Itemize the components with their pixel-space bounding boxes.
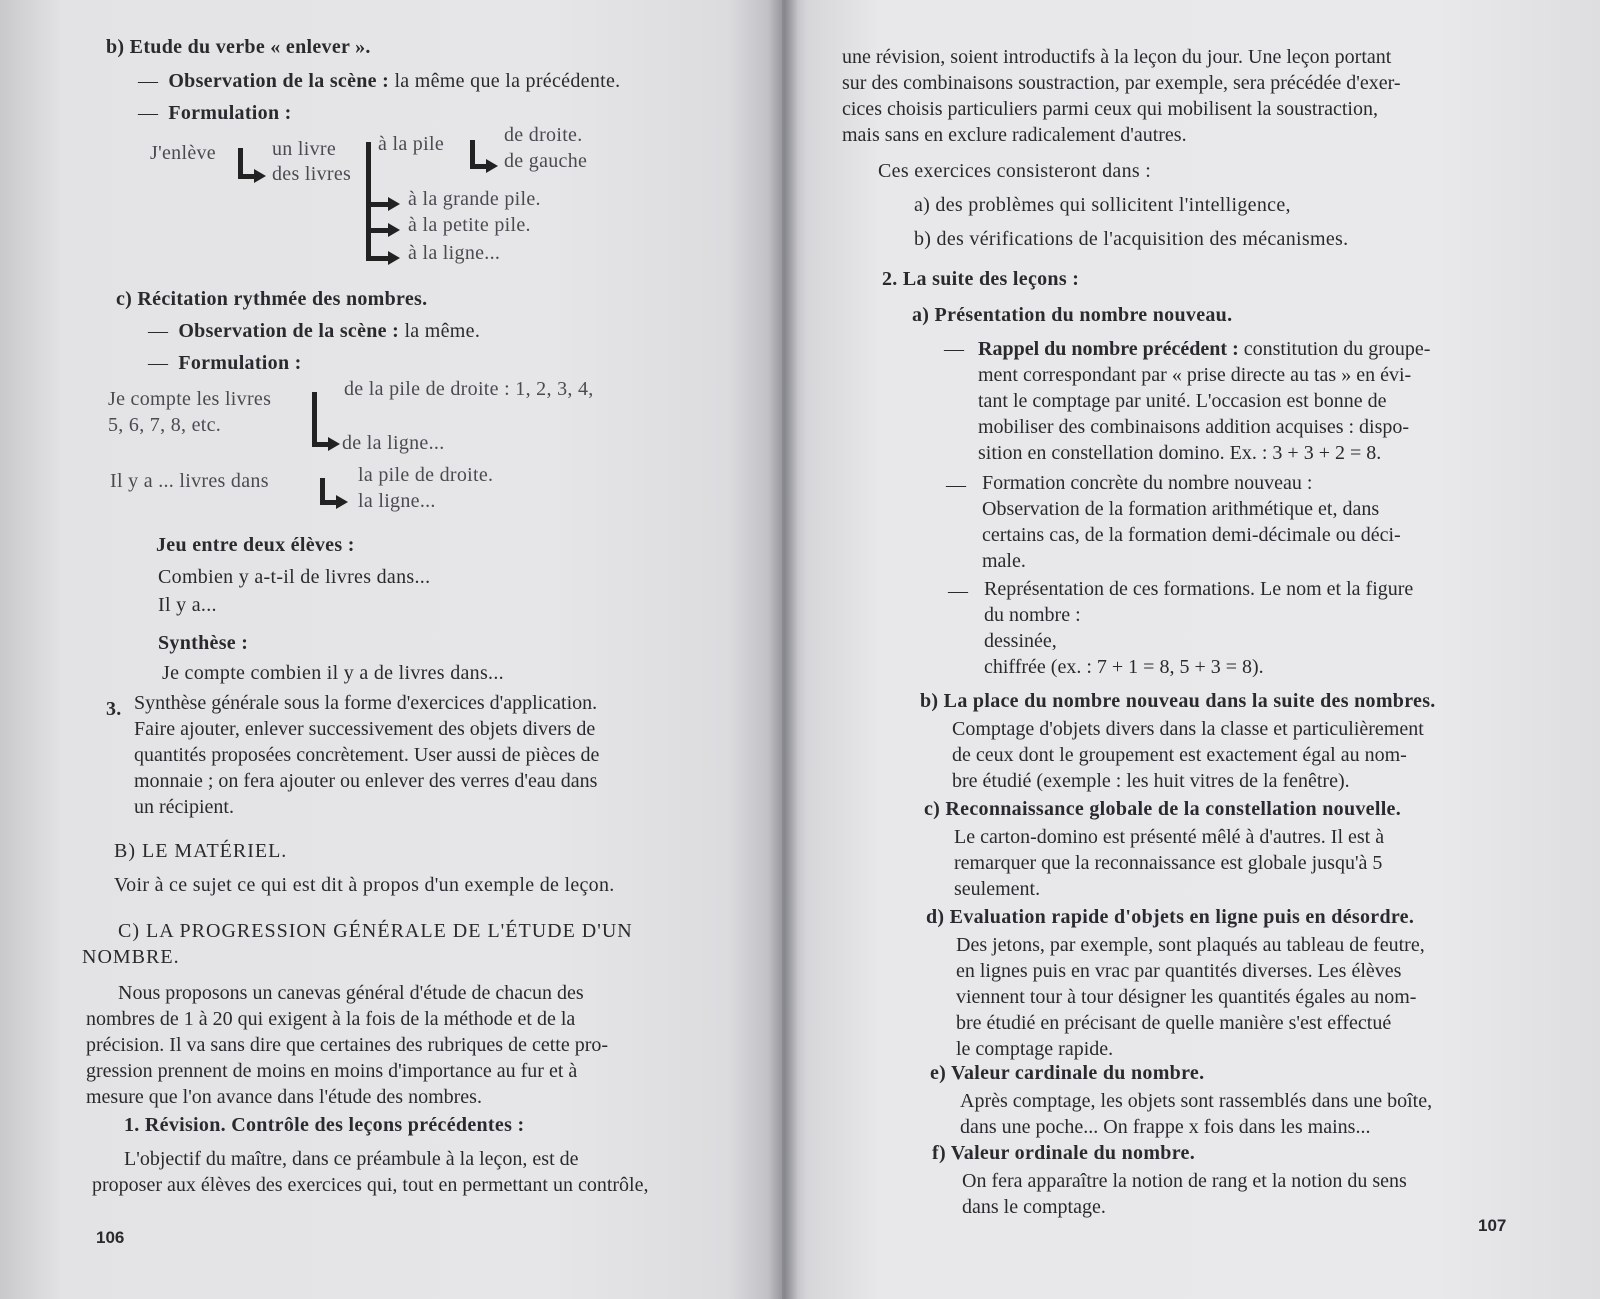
rappel-line: constitution du groupe- <box>1243 338 1431 360</box>
representation-line: dessinée, <box>984 630 1057 652</box>
b-place-line: de ceux dont le groupement est exactement égal au nom- <box>952 744 1407 766</box>
diag1-arrow-side <box>470 164 488 169</box>
c-obs-label: Observation de la scène : <box>178 320 400 342</box>
d-eval-line: le comptage rapide. <box>956 1038 1114 1060</box>
p3-paragraph <box>134 690 722 820</box>
exercises-a: a) des problèmes qui sollicitent l'intelligence, <box>914 194 1291 216</box>
page-number-left: 106 <box>96 1228 125 1247</box>
formation-line: Observation de la formation arithmétique et, dans <box>982 498 1380 520</box>
c-recon-paragraph <box>954 824 1499 902</box>
right-page <box>782 0 1600 1299</box>
diag1-arrow-petite <box>366 228 390 233</box>
diag2-opt1: de la pile de droite : 1, 2, 3, 4, <box>344 378 594 400</box>
f-ordinal-heading: f) Valeur ordinale du nombre. <box>932 1142 1195 1164</box>
e-cardinal-line: dans une poche... On frappe x fois dans les mains... <box>960 1116 1371 1138</box>
jeu-label: Jeu entre deux élèves : <box>156 534 355 556</box>
representation-paragraph <box>984 576 1494 680</box>
diag1-subject: J'enlève <box>150 142 216 164</box>
rappel-line: ment correspondant par « prise directe au tas » en évi- <box>978 364 1412 386</box>
e-cardinal-line: Après comptage, les objets sont rassemblés dans une boîte, <box>960 1090 1433 1112</box>
b-obs-text: la même que la précédente. <box>394 70 621 92</box>
representation-line: du nombre : <box>984 604 1081 626</box>
e-cardinal-paragraph <box>960 1088 1505 1140</box>
book-gutter <box>768 0 798 1299</box>
b-place-line: Comptage d'objets divers dans la classe et particulièrement <box>952 718 1424 740</box>
p3-line: monnaie ; on fera ajouter ou enlever des verres d'eau dans <box>134 770 598 792</box>
exercises-intro: Ces exercices consisteront dans : <box>878 160 1152 182</box>
diag1-gauche: de gauche <box>504 150 588 172</box>
diag1-grande: à la grande pile. <box>408 188 541 210</box>
d-eval-line: Des jetons, par exemple, sont plaqués au tableau de feutre, <box>956 934 1425 956</box>
c-observation: — Observation de la scène : la même. <box>148 320 481 342</box>
C-para-line: Nous proposons un canevas général d'étude de chacun des <box>118 982 584 1004</box>
revision-line: proposer aux élèves des exercices qui, tout en permettant un contrôle, <box>92 1174 649 1196</box>
diag3-arrow <box>320 500 338 505</box>
diag1-droite: de droite. <box>504 124 583 146</box>
intro-line: mais sans en exclure radicalement d'autres. <box>842 124 1187 146</box>
b-heading: b) Etude du verbe « enlever ». <box>106 36 371 58</box>
C-para-line: précision. Il va sans dire que certaines des rubriques de cette pro- <box>86 1034 609 1056</box>
rappel-dash: — <box>944 338 965 360</box>
c-obs-text: la même. <box>404 320 481 342</box>
e-cardinal-heading: e) Valeur cardinale du nombre. <box>930 1062 1205 1084</box>
d-eval-line: bre étudié en précisant de quelle manière s'est effectué <box>956 1012 1392 1034</box>
p3-number: 3. <box>106 698 122 720</box>
jeu-line1: Combien y a-t-il de livres dans... <box>158 566 431 588</box>
b-place-paragraph <box>952 716 1497 794</box>
suite-heading: 2. La suite des leçons : <box>882 268 1080 290</box>
a-heading: a) Présentation du nombre nouveau. <box>912 304 1233 326</box>
B-heading: B) LE MATÉRIEL. <box>114 840 288 862</box>
intro-line: cices choisis particuliers parmi ceux qui mobilisent la soustraction, <box>842 98 1378 120</box>
d-eval-heading: d) Evaluation rapide d'objets en ligne puis en désordre. <box>926 906 1415 928</box>
left-page <box>0 0 782 1299</box>
c-recon-line: seulement. <box>954 878 1041 900</box>
C-heading-line1: C) LA PROGRESSION GÉNÉRALE DE L'ÉTUDE D'UN <box>118 920 633 942</box>
intro-paragraph <box>842 44 1482 148</box>
p3-line: un récipient. <box>134 796 234 818</box>
formation-dash: — <box>946 474 967 496</box>
b-place-heading: b) La place du nombre nouveau dans la suite des nombres. <box>920 690 1436 712</box>
c-form-label: Formulation : <box>178 352 302 374</box>
C-para-line: mesure que l'on avance dans l'étude des nombres. <box>86 1086 482 1108</box>
diag2-start2: 5, 6, 7, 8, etc. <box>108 414 222 436</box>
p3-line: Synthèse générale sous la forme d'exercices d'application. <box>134 692 598 714</box>
d-eval-paragraph <box>956 932 1501 1062</box>
formation-line: male. <box>982 550 1026 572</box>
diag2-start1: Je compte les livres <box>108 388 272 410</box>
formation-paragraph <box>982 470 1492 574</box>
diag1-bracket-piles <box>366 142 371 260</box>
f-ordinal-paragraph <box>962 1168 1507 1220</box>
C-para-line: gression prennent de moins en moins d'importance au fur et à <box>86 1060 578 1082</box>
b-formulation: — Formulation : <box>138 102 292 124</box>
C-para-line: nombres de 1 à 20 qui exigent à la fois de la méthode et de la <box>86 1008 576 1030</box>
diag2-opt2: de la ligne... <box>342 432 445 454</box>
representation-line: Représentation de ces formations. Le nom et la figure <box>984 578 1414 600</box>
representation-dash: — <box>948 580 969 602</box>
diag2-arrow <box>312 442 330 447</box>
rappel-paragraph <box>978 336 1488 466</box>
page-number-right: 107 <box>1478 1216 1507 1235</box>
b-form-label: Formulation : <box>168 102 292 124</box>
revision-paragraph <box>92 1146 732 1198</box>
p3-line: quantités proposées concrètement. User aussi de pièces de <box>134 744 600 766</box>
d-eval-line: en lignes puis en vrac par quantités diverses. Les élèves <box>956 960 1402 982</box>
diag3-opt2: la ligne... <box>358 490 436 512</box>
p3-line: Faire ajouter, enlever successivement des objets divers de <box>134 718 596 740</box>
rappel-label: Rappel du nombre précédent : <box>978 338 1239 360</box>
c-recon-heading: c) Reconnaissance globale de la constellation nouvelle. <box>924 798 1402 820</box>
intro-line: une révision, soient introductifs à la leçon du jour. Une leçon portant <box>842 46 1392 68</box>
C-paragraph <box>86 980 726 1110</box>
diag3-start: Il y a ... livres dans <box>110 470 269 492</box>
revision-heading: 1. Révision. Contrôle des leçons précédentes : <box>124 1114 525 1136</box>
c-recon-line: Le carton-domino est présenté mêlé à d'autres. Il est à <box>954 826 1385 848</box>
B-text: Voir à ce sujet ce qui est dit à propos d'un exemple de leçon. <box>114 874 615 896</box>
diag2-bracket <box>312 392 317 446</box>
diag1-pile: à la pile <box>378 133 445 155</box>
exercises-b: b) des vérifications de l'acquisition des mécanismes. <box>914 228 1349 250</box>
representation-line: chiffrée (ex. : 7 + 1 = 8, 5 + 3 = 8). <box>984 656 1264 678</box>
revision-line: L'objectif du maître, dans ce préambule à la leçon, est de <box>124 1148 579 1170</box>
synth-line: Je compte combien il y a de livres dans... <box>162 662 504 684</box>
diag1-obj2: des livres <box>272 163 352 185</box>
f-ordinal-line: On fera apparaître la notion de rang et la notion du sens <box>962 1170 1407 1192</box>
c-heading: c) Récitation rythmée des nombres. <box>116 288 428 310</box>
jeu-line2: Il y a... <box>158 594 217 616</box>
formation-line: Formation concrète du nombre nouveau : <box>982 472 1313 494</box>
c-recon-line: remarquer que la reconnaissance est globale jusqu'à 5 <box>954 852 1383 874</box>
diag1-ligne: à la ligne... <box>408 242 501 264</box>
formation-line: certains cas, de la formation demi-décimale ou déci- <box>982 524 1401 546</box>
C-heading-line2: NOMBRE. <box>82 946 180 968</box>
diag3-opt1: la pile de droite. <box>358 464 494 486</box>
diag1-arrow-grande <box>366 202 390 207</box>
b-observation: — Observation de la scène : la même que la précédente. <box>138 70 621 92</box>
b-obs-label: Observation de la scène : <box>168 70 390 92</box>
f-ordinal-line: dans le comptage. <box>962 1196 1106 1218</box>
diag1-petite: à la petite pile. <box>408 214 531 236</box>
synth-label: Synthèse : <box>158 632 249 654</box>
b-place-line: bre étudié (exemple : les huit vitres de la fenêtre). <box>952 770 1350 792</box>
rappel-line: tant le comptage par unité. L'occasion est bonne de <box>978 390 1387 412</box>
diag1-arrow-objects <box>238 174 256 179</box>
diag1-arrow-ligne <box>366 256 390 261</box>
d-eval-line: viennent tour à tour désigner les quantités égales au nom- <box>956 986 1417 1008</box>
rappel-line: mobiliser des combinaisons addition acquises : dispo- <box>978 416 1410 438</box>
diag1-obj1: un livre <box>272 138 337 160</box>
rappel-line: sition en constellation domino. Ex. : 3 + 3 + 2 = 8. <box>978 442 1382 464</box>
c-formulation: — Formulation : <box>148 352 302 374</box>
intro-line: sur des combinaisons soustraction, par exemple, sera précédée d'exer- <box>842 72 1401 94</box>
